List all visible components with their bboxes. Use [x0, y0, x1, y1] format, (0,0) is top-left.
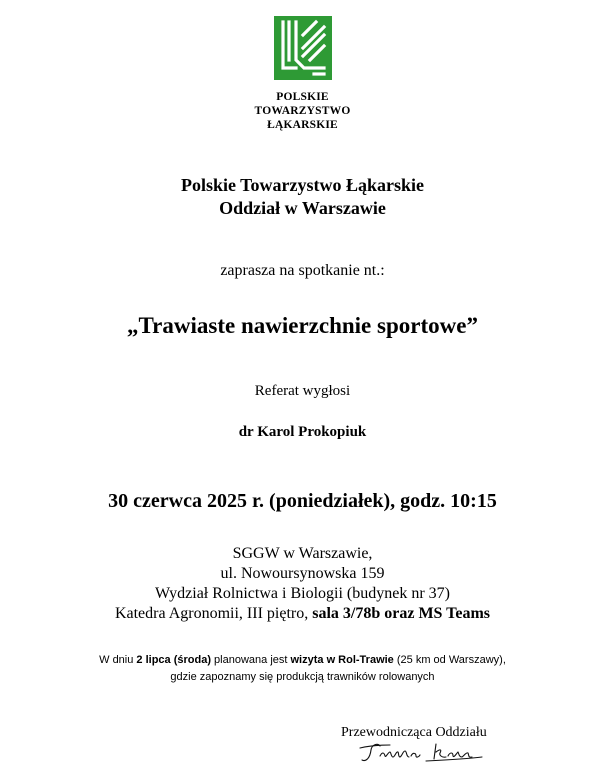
visit-text: W dniu — [99, 654, 137, 666]
chair-title: Przewodnicząca Oddziału — [341, 725, 487, 740]
handwritten-signature — [356, 740, 496, 764]
venue-address — [0, 544, 605, 624]
presenter-name: dr Karol Prokopiuk — [238, 424, 367, 440]
event-datetime: 30 czerwca 2025 r. (poniedziałek), godz. 10:15 — [108, 490, 497, 512]
logo-text-line: POLSKIE — [276, 91, 329, 103]
visit-text: planowana jest — [211, 654, 291, 666]
logo-text-line: ŁĄKARSKIE — [267, 119, 338, 131]
invite-text: zaprasza na spotkanie nt.: — [220, 262, 385, 279]
visit-line2: gdzie zapoznamy się produkcją trawników rolowanych — [170, 671, 435, 683]
talk-title: „Trawiaste nawierzchnie sportowe” — [127, 313, 478, 338]
organization-line1: Polskie Towarzystwo Łąkarskie — [180, 175, 425, 195]
organization-line2: Oddział w Warszawie — [219, 198, 386, 218]
grass-leaves-logo-icon — [274, 16, 332, 80]
presenter-label: Referat wygłosi — [254, 383, 351, 399]
logo-text-line: TOWARZYSTWO — [254, 105, 351, 117]
visit-date: 2 lipca (środa) — [136, 654, 211, 666]
venue-line3: Wydział Rolnictwa i Biologii (budynek nr 37) — [155, 585, 450, 602]
venue-line2: ul. Nowoursynowska 159 — [220, 565, 385, 582]
venue-line1: SGGW w Warszawie, — [232, 545, 373, 562]
visit-line1 — [0, 652, 605, 669]
venue-line4-prefix: Katedra Agronomii, III piętro, — [114, 605, 313, 622]
logo-wordmark — [0, 90, 605, 132]
organization-name — [0, 174, 605, 220]
venue-room: sala 3/78b oraz MS Teams — [312, 605, 491, 622]
visit-note — [0, 652, 605, 686]
visit-place: wizyta w Rol-Trawie — [290, 654, 394, 666]
visit-text: (25 km od Warszawy), — [393, 654, 506, 666]
venue-line4 — [0, 604, 605, 624]
